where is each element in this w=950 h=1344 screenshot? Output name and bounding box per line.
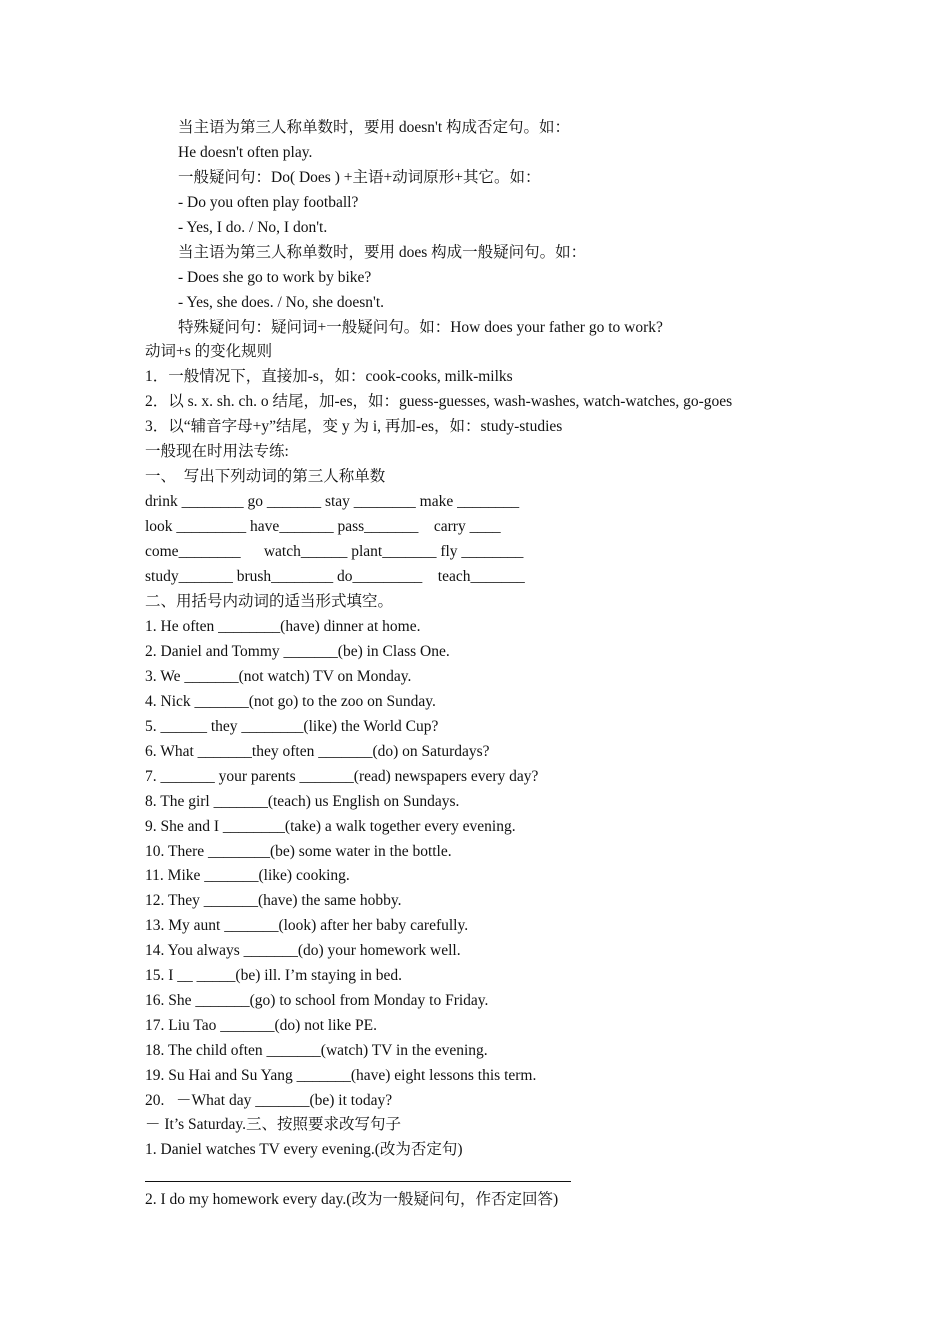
- exercise-item: 9. She and I ________(take) a walk together every evening.: [145, 818, 516, 835]
- exercise-item: 13. My aunt _______(look) after her baby carefully.: [145, 917, 469, 934]
- answer-line: [145, 1181, 571, 1182]
- exercise-item: 4. Nick _______(not go) to the zoo on Sunday.: [145, 693, 436, 710]
- exercise-item: 17. Liu Tao _______(do) not like PE.: [145, 1017, 377, 1034]
- exercise-item: 12. They _______(have) the same hobby.: [145, 892, 402, 909]
- verb-row: drink ________ go _______ stay ________ make ________: [145, 493, 520, 510]
- intro-line: - Yes, she does. / No, she doesn't.: [178, 294, 385, 311]
- exercise-item: 5. ______ they ________(like) the World Cup?: [145, 718, 439, 735]
- practice-title: 一般现在时用法专练:: [145, 443, 289, 460]
- exercise-item: 19. Su Hai and Su Yang _______(have) eight lessons this term.: [145, 1067, 537, 1084]
- exercise-item: － It’s Saturday.三、按照要求改写句子: [145, 1116, 402, 1133]
- rule-item: 2．以 s. x. sh. ch. o 结尾，加-es，如：guess-guesses, wash-washes, watch-watches, go-goes: [145, 393, 733, 410]
- exercise-item: 14. You always _______(do) your homework well.: [145, 942, 461, 959]
- section1-title: 一、 写出下列动词的第三人称单数: [145, 468, 386, 485]
- exercise-item: 8. The girl _______(teach) us English on Sundays.: [145, 793, 460, 810]
- intro-line: - Yes, I do. / No, I don't.: [178, 219, 328, 236]
- exercise-item: 2. Daniel and Tommy _______(be) in Class One.: [145, 643, 450, 660]
- intro-line: - Does she go to work by bike?: [178, 269, 372, 286]
- exercise-item: 16. She _______(go) to school from Monday to Friday.: [145, 992, 489, 1009]
- verb-row: look _________ have_______ pass_______ carry ____: [145, 518, 501, 535]
- intro-line: 当主语为第三人称单数时，要用 doesn't 构成否定句。如：: [178, 119, 571, 136]
- rule-item: 3．以“辅音字母+y”结尾，变 y 为 i, 再加-es，如：study-studies: [145, 418, 563, 435]
- intro-line: 特殊疑问句：疑问词+一般疑问句。如：How does your father go to work?: [178, 319, 663, 336]
- verb-row: come________ watch______ plant_______ fly ________: [145, 543, 524, 560]
- rule-item: 1．一般情况下，直接加-s，如：cook-cooks, milk-milks: [145, 368, 513, 385]
- intro-line: 当主语为第三人称单数时，要用 does 构成一般疑问句。如：: [178, 244, 587, 261]
- rewrite-item: 2. I do my homework every day.(改为一般疑问句，作否定回答): [145, 1191, 559, 1208]
- intro-line: - Do you often play football?: [178, 194, 359, 211]
- intro-line: 一般疑问句：Do( Does ) +主语+动词原形+其它。如：: [178, 169, 541, 186]
- exercise-item: 11. Mike _______(like) cooking.: [145, 867, 350, 884]
- exercise-item: 10. There ________(be) some water in the bottle.: [145, 843, 452, 860]
- exercise-item: 18. The child often _______(watch) TV in the evening.: [145, 1042, 488, 1059]
- rules-title: 动词+s 的变化规则: [145, 343, 273, 360]
- verb-row: study_______ brush________ do_________ teach_______: [145, 568, 525, 585]
- rewrite-item: 1. Daniel watches TV every evening.(改为否定句): [145, 1141, 463, 1158]
- exercise-item: 7. _______ your parents _______(read) newspapers every day?: [145, 768, 539, 785]
- section2-title: 二、用括号内动词的适当形式填空。: [145, 593, 394, 610]
- exercise-item: 15. I __ _____(be) ill. I’m staying in bed.: [145, 967, 402, 984]
- exercise-item: 6. What _______they often _______(do) on Saturdays?: [145, 743, 490, 760]
- exercise-item: 3. We _______(not watch) TV on Monday.: [145, 668, 412, 685]
- exercise-item: 1. He often ________(have) dinner at home.: [145, 618, 421, 635]
- intro-line: He doesn't often play.: [178, 144, 313, 161]
- exercise-item: 20. －What day _______(be) it today?: [145, 1092, 393, 1109]
